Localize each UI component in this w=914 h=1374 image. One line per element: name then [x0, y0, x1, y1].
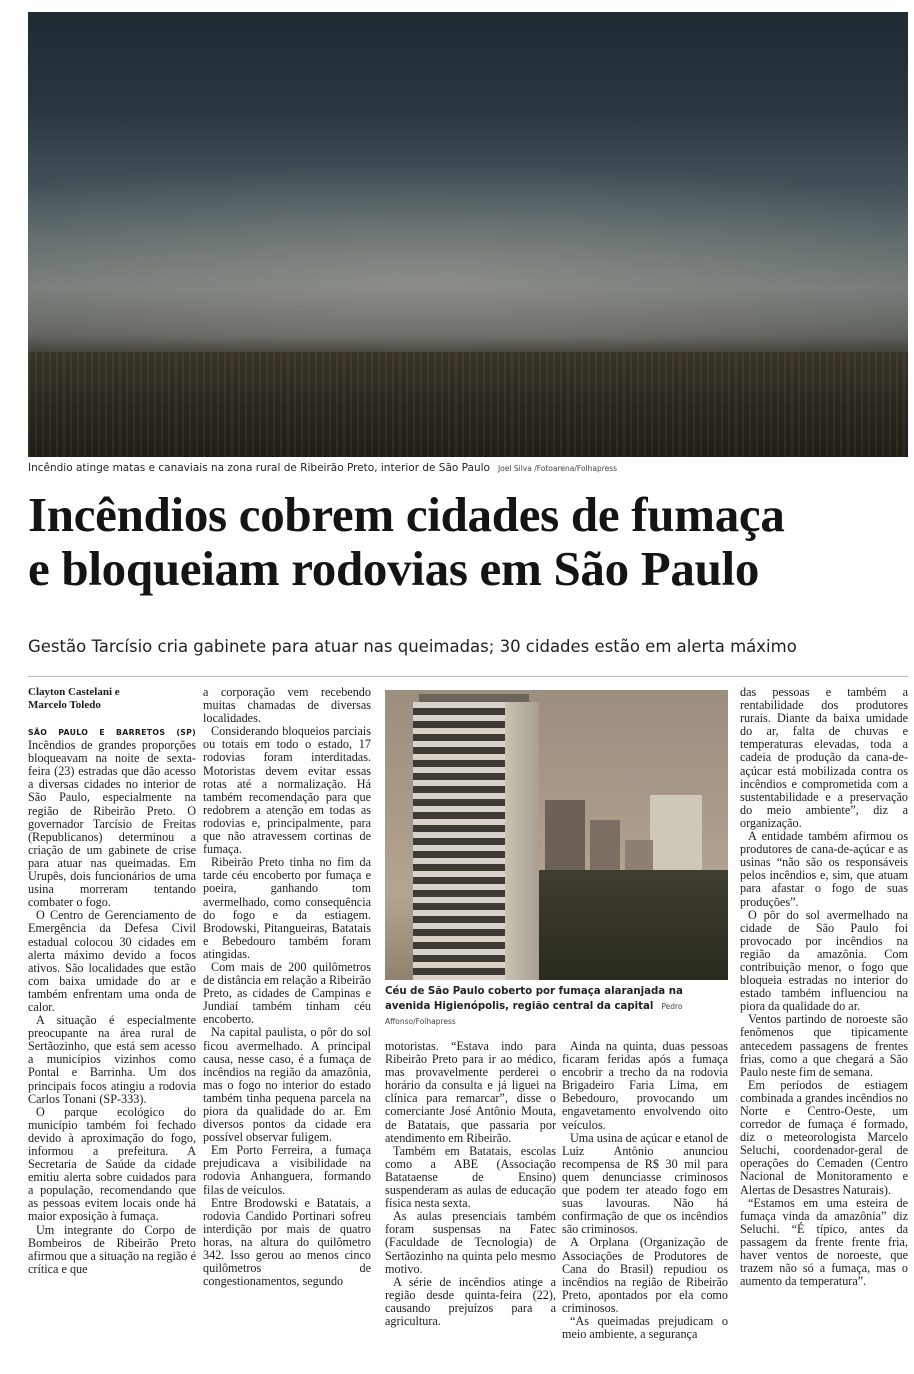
paragraph: “Estamos em uma esteira de fumaça vinda da amazônia” diz Seluchi. “É típico, antes da passagem da frente frente fria, haver ventos de noroeste, que trazem não só a fumaça, mas o aumento da temperatura”.: [740, 1195, 908, 1289]
paragraph: As aulas presenciais também foram suspensas na Fatec (Faculdade de Tecnologia) de Sertãozinho na quinta pelo mesmo motivo.: [385, 1209, 556, 1276]
subheadline: Gestão Tarcísio cria gabinete para atuar nas queimadas; 30 cidades estão em alerta máximo: [28, 637, 797, 656]
paragraph: Ventos partindo de noroeste são fenômenos que tipicamente antecedem passagens de frentes frias, como a que chegará a São Paulo neste fim de semana.: [740, 1012, 908, 1079]
paragraph: das pessoas e também a rentabilidade dos produtores rurais. Diante da baixa umidade do ar, falta de chuvas e temperaturas elevadas, toda a cadeia de produção da cana-de-açúcar está mobilizada contra os incêndios e comprometida com a sustentabilidade e a preservação do meio ambiente”, diz a organização.: [740, 685, 908, 830]
skyline-caption: [385, 984, 728, 1029]
paragraph: Uma usina de açúcar e etanol de Luiz Antônio anunciou recompensa de R$ 30 mil para quem denunciasse criminosos que podem ter ateado fogo em suas lavouras. Não há confirmação de que os incêndios são criminosos.: [562, 1130, 728, 1237]
article-column-1: [28, 686, 196, 1276]
dateline: SÃO PAULO E BARRETOS (SP): [28, 728, 196, 737]
paragraph: Um integrante do Corpo de Bombeiros de Ribeirão Preto afirmou que a situação na região é crítica e que: [28, 1222, 196, 1276]
paragraph: Entre Brodowski e Batatais, a rodovia Candido Portinari sofreu interdição por mais de quatro horas, na altura do quilômetro 342. Isso gerou ao menos cinco quilômetros de congestionamentos, segundo: [203, 1195, 371, 1289]
paragraph: Ribeirão Preto tinha no fim da tarde céu encoberto por fumaça e poeira, ganhando tom avermelhado, como consequência do fogo e da estiagem. Brodowski, Pitangueiras, Batatais e Bebedouro também foram atingidas.: [203, 855, 371, 961]
skyline-photo-credit: Pedro Affonso/Folhapress: [385, 1002, 683, 1026]
smoke-cloud: [28, 162, 908, 362]
paragraph: O pôr do sol avermelhado na cidade de São Paulo foi provocado por incêndios na região da amazônia. Com contribuição menor, o fogo que bloqueia estradas no interior do estado também influenciou na piora da qualidade do ar.: [740, 907, 908, 1014]
paragraph: “As queimadas prejudicam o meio ambiente, a segurança: [562, 1313, 728, 1342]
hero-caption-text: Incêndio atinge matas e canaviais na zona rural de Ribeirão Preto, interior de São Paulo: [28, 462, 490, 474]
paragraph: A situação é especialmente preocupante na área rural de Sertãozinho, que está sem acesso a municípios vizinhos como Pontal e Barrinha. Um dos principais focos atingiu a rodovia Carlos Tonani (SP-333).: [28, 1013, 196, 1106]
hero-photo: [28, 12, 908, 457]
byline: [28, 686, 196, 712]
divider: [28, 676, 908, 677]
paragraph: motoristas. “Estava indo para Ribeirão Preto para ir ao médico, mas provavelmente perderei o horário da consulta e já liguei na clínica para remarcar”, disse o comerciante José Antônio Mouta, de Batatais, que passaria por atendimento em Ribeirão.: [385, 1039, 556, 1145]
paragraph: [28, 725, 196, 909]
paragraph: Na capital paulista, o pôr do sol ficou avermelhado. A principal causa, nesse caso, é a fumaça de incêndios na região da amazônia, mas o fogo no interior do estado também tinha pequena parcela na piora da qualidade do ar. Em diversos pontos da cidade era possível observar fuligem.: [203, 1025, 371, 1145]
paragraph: Considerando bloqueios parciais ou totais em todo o estado, 17 rodovias foram interditadas. Motoristas devem evitar essas rotas até a normalização. Há também recomendação para que redobrem a atenção em todas as rodovias e, principalmente, para que não atravessem cortinas de fumaça.: [203, 724, 371, 857]
paragraph: A Orplana (Organização de Associações de Produtores de Cana do Brasil) repudiou os incêndios na região de Ribeirão Preto, apontados por ela como criminosos.: [562, 1235, 728, 1315]
paragraph: A série de incêndios atinge a região desde quinta-feira (22), causando prejuízos para a agricultura.: [385, 1274, 556, 1328]
byline-author-2: Marcelo Toledo: [28, 699, 101, 711]
article-column-4: [562, 1040, 728, 1341]
headline-line-1: Incêndios cobrem cidades de fumaça: [28, 487, 785, 542]
city-skyline: [28, 352, 908, 457]
article-column-3: [385, 1040, 556, 1328]
paragraph: a corporação vem recebendo muitas chamadas de diversas localidades.: [203, 685, 371, 726]
byline-author-1: Clayton Castelani e: [28, 686, 120, 698]
paragraph: O Centro de Gerenciamento de Emergência da Defesa Civil estadual colocou 30 cidades em alerta máximo devido a focos ativos. São localidades que estão com baixa umidade do ar e também enfrentam uma onda de calor.: [28, 908, 196, 1014]
trees: [535, 870, 728, 980]
hero-photo-credit: Joel Silva /Fotoarena/Folhapress: [497, 464, 618, 473]
paragraph: A entidade também afirmou os produtores de cana-de-açúcar e as usinas “não são os responsáveis pelos incêndios e, sim, que atuam para afastar o fogo de suas produções”.: [740, 829, 908, 909]
headline-line-2: e bloqueiam rodovias em São Paulo: [28, 541, 760, 596]
paragraph: Também em Batatais, escolas como a ABE (Associação Batataense de Ensino) suspenderam as aulas de educação física nesta sexta.: [385, 1143, 556, 1211]
article-column-2: [203, 686, 371, 1288]
headline: [28, 488, 908, 596]
paragraph: Com mais de 200 quilômetros de distância em relação a Ribeirão Preto, as cidades de Campinas e Jundiaí também tinham céu encoberto.: [203, 959, 371, 1027]
skyline-caption-text: Céu de São Paulo coberto por fumaça alaranjada na avenida Higienópolis, região central da capital: [385, 986, 683, 1012]
hero-caption: [28, 460, 908, 476]
article-column-5: [740, 686, 908, 1288]
skyline-photo: [385, 690, 728, 980]
paragraph: Em períodos de estiagem combinada a grandes incêndios no Norte e Centro-Oeste, um corredor de fumaça é formado, diz o meteorologista Marcelo Seluchi, coordenador-geral de operações do Cemaden (Centro Nacional de Monitoramento e Alertas de Desastres Naturais).: [740, 1077, 908, 1197]
tower-side: [505, 702, 539, 980]
paragraph: Ainda na quinta, duas pessoas ficaram feridas após a fumaça encobrir a trecho da na rodovia Brigadeiro Faria Lima, em Bebedouro, provocando um engavetamento envolvendo oito veículos.: [562, 1039, 728, 1132]
paragraph: Em Porto Ferreira, a fumaça prejudicava a visibilidade na rodovia Anhanguera, formando filas de veículos.: [203, 1143, 371, 1197]
paragraph: O parque ecológico do município também foi fechado devido à aproximação do fogo, informou a prefeitura. A Secretaria de Saúde da cidade emitiu alerta sobre cuidados para a população, recomendando que as pessoas evitem locais onde há maior exposição à fumaça.: [28, 1104, 196, 1224]
paragraph-text: Incêndios de grandes proporções bloqueavam na noite de sexta-feira (23) estradas que dão acesso a diversas cidades no interior de São Paulo, especialmente na região de Ribeirão Preto. O governador Tarcísio de Freitas (Republicanos) determinou a criação de um gabinete de crise para atuar nas queimadas. Em Urupês, dois funcionários de uma usina morreram tentando combater o fogo.: [28, 738, 196, 910]
